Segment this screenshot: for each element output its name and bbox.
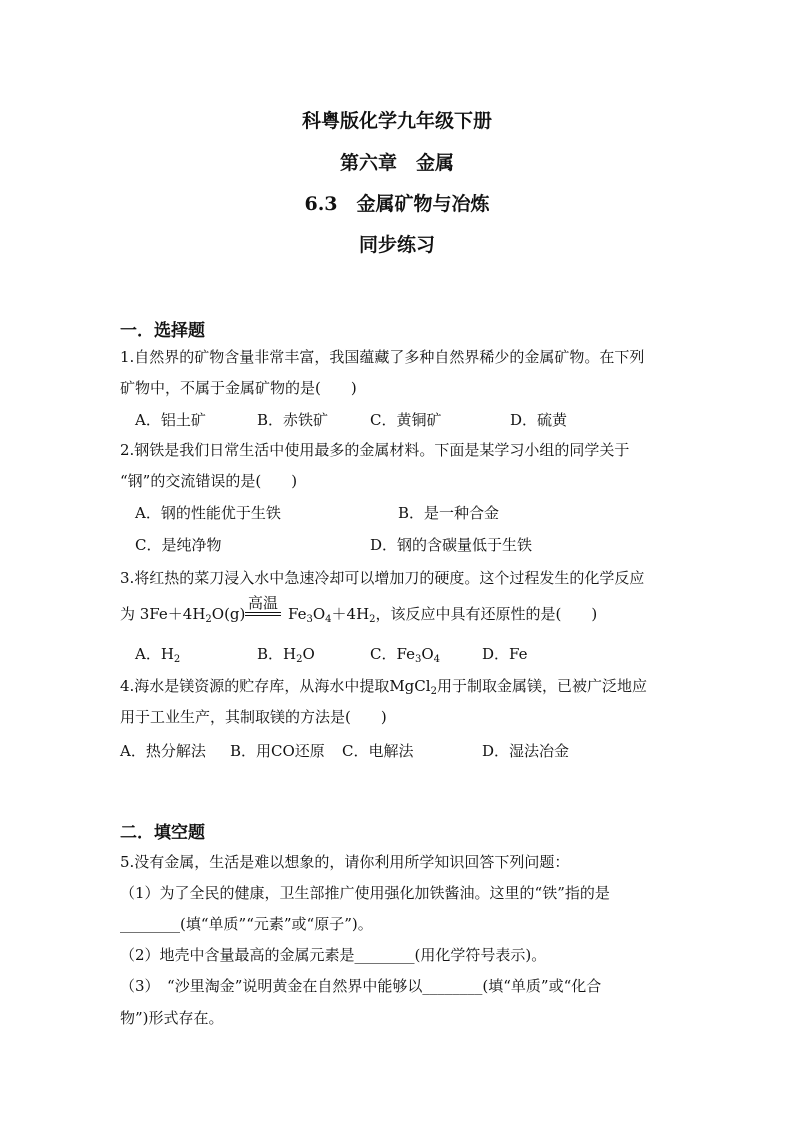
q3-option-d: D．Fe (482, 645, 528, 663)
q1-option-a: A．铝土矿 (135, 411, 206, 429)
q1-line2: 矿物中，不属于金属矿物的是( ) (120, 379, 357, 397)
q5-part1-line2: ________(填“单质”“元素”或“原子”)。 (120, 915, 373, 933)
section-fill-heading: 二．填空题 (120, 823, 205, 843)
title-chapter: 第六章 金属 (339, 152, 454, 174)
section-choice-heading: 一．选择题 (120, 321, 205, 341)
q4-line2: 用于工业生产，其制取镁的方法是( ) (120, 708, 387, 726)
q5-part3-line1: （3） “沙里淘金”说明黄金在自然界中能够以________(填“单质”或“化合 (120, 977, 602, 995)
q3-line1: 3.将红热的菜刀浸入水中急速冷却可以增加刀的硬度。这个过程发生的化学反应 (120, 569, 645, 587)
q3-option-c: C．$Fe_3O_4$ (370, 645, 441, 665)
q1-option-b: B．赤铁矿 (257, 411, 329, 429)
q2-line1: 2.钢铁是我们日常生活中使用最多的金属材料。下面是某学习小组的同学关于 (120, 441, 630, 459)
q3-equation-left: 为 $3Fe+4H_2O(g)$ (120, 605, 246, 625)
q3-reaction-arrow (243, 592, 283, 613)
q5-part1-line1: （1）为了全民的健康，卫生部推广使用强化加铁酱油。这里的“铁”指的是 (120, 884, 610, 902)
q3-option-b: B．$H_2O$ (257, 645, 315, 665)
q1-option-d: D．硫黄 (510, 411, 568, 429)
q2-option-d: D．钢的含碳量低于生铁 (370, 536, 533, 554)
q2-option-b: B．是一种合金 (398, 504, 500, 522)
q3-option-a: A．$H_2$ (135, 645, 181, 665)
q4-option-a: A．热分解法 (120, 742, 206, 760)
title-lesson: 6.3 金属矿物与冶炼 (304, 193, 490, 215)
q4-option-d: D．湿法冶金 (482, 742, 570, 760)
q2-line2: “钢”的交流错误的是( ) (120, 472, 298, 490)
q5-part3-line2: 物”)形式存在。 (120, 1009, 224, 1027)
q5-line1: 5.没有金属，生活是难以想象的，请你利用所学知识回答下列问题： (120, 853, 570, 871)
q4-line1: 4.海水是镁资源的贮存库，从海水中提取MgCl$_2$用于制取金属镁，已被广泛地应 (120, 677, 647, 697)
q4-option-c: C．电解法 (342, 742, 414, 760)
title-book: 科粤版化学九年级下册 (301, 110, 492, 132)
q2-option-c: C．是纯净物 (135, 536, 222, 554)
q3-equation-right: $Fe_3O_4+4H_2$，该反应中具有还原性的是( ) (288, 605, 598, 625)
q2-option-a: A．钢的性能优于生铁 (135, 504, 281, 522)
q1-line1: 1.自然界的矿物含量非常丰富，我国蕴藏了多种自然界稀少的金属矿物。在下列 (120, 348, 645, 366)
q1-option-c: C．黄铜矿 (370, 411, 442, 429)
q3-condition: 高温 (247, 594, 278, 612)
q4-option-b: B．用CO还原 (230, 742, 325, 760)
title-practice: 同步练习 (358, 234, 435, 256)
q5-part2: （2）地壳中含量最高的金属元素是________(用化学符号表示)。 (120, 946, 547, 964)
